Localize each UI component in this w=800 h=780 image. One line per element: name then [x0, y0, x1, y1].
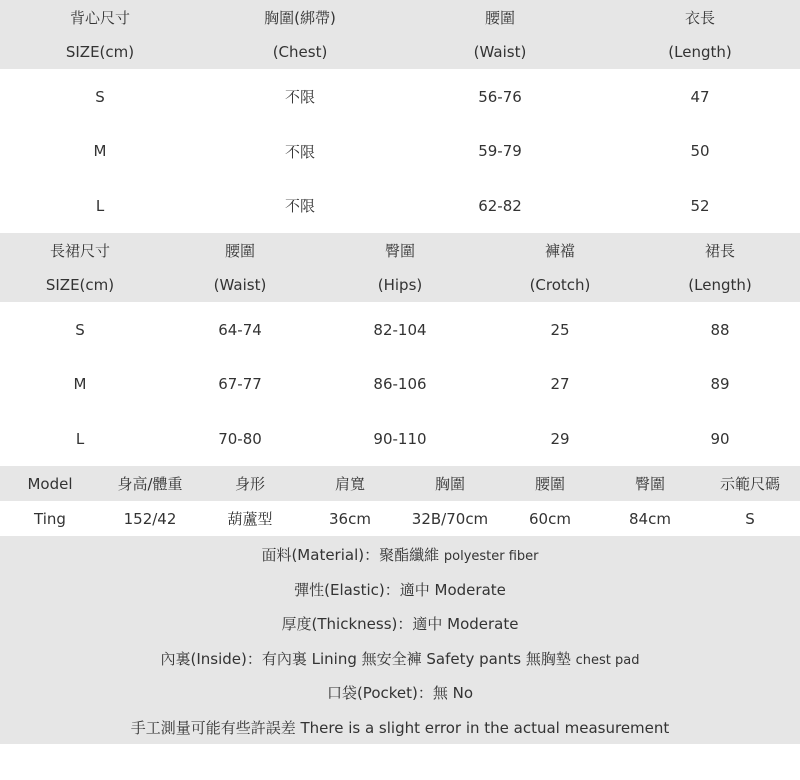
header-cell: Model [0, 466, 100, 501]
vest-header-row-zh [0, 0, 800, 35]
value-cell: 89 [710, 375, 730, 393]
size-cell: M [93, 142, 107, 160]
value-cell: S [745, 509, 755, 528]
value-cell: 25 [550, 320, 570, 339]
value-cell: 62-82 [478, 196, 522, 215]
vest-size-table [0, 0, 800, 233]
header-cell: SIZE(cm) [0, 35, 200, 69]
header-cell: SIZE(cm) [0, 268, 160, 302]
header-cell: (Chest) [200, 35, 400, 69]
value-cell: 84cm [629, 509, 671, 528]
elastic-note: 彈性(Elastic)：適中 Moderate [294, 580, 506, 599]
thickness-note: 厚度(Thickness)：適中 Moderate [281, 615, 519, 634]
header-cell: 長裙尺寸 [0, 233, 160, 268]
header-cell: (Hips) [320, 268, 480, 302]
value-cell: 86-106 [373, 375, 427, 393]
header-cell: 腰圍 [500, 466, 600, 501]
table-row [0, 302, 800, 357]
header-cell: 裙長 [640, 233, 800, 268]
header-cell: 身高/體重 [100, 466, 200, 501]
value-cell: 90 [710, 429, 730, 448]
vest-header-row-en [0, 35, 800, 69]
header-cell: (Waist) [160, 268, 320, 302]
header-cell: 胸圍 [400, 466, 500, 501]
material-note [0, 538, 800, 573]
value-cell: 29 [550, 429, 570, 448]
size-cell: L [95, 196, 105, 215]
inside-text-en: chest pad [575, 652, 640, 668]
value-cell: 90-110 [373, 429, 427, 448]
value-cell: 葫蘆型 [227, 510, 273, 528]
value-cell: 59-79 [478, 142, 522, 160]
size-cell: S [75, 320, 85, 339]
header-cell: 臀圍 [320, 233, 480, 268]
value-cell: 36cm [329, 509, 371, 528]
table-row [0, 411, 800, 466]
header-cell: 示範尺碼 [700, 466, 800, 501]
value-cell: 70-80 [218, 429, 262, 448]
value-cell: 47 [690, 87, 710, 106]
header-cell: (Length) [600, 35, 800, 69]
inside-text: 內裏(Inside)：有內裏 Lining 無安全褲 Safety pants 無胸墊 [160, 649, 571, 668]
material-text-en: polyester fiber [443, 549, 539, 564]
table-row [0, 178, 800, 233]
size-cell: M [73, 375, 87, 393]
value-cell: 50 [690, 142, 710, 160]
value-cell: 27 [550, 375, 570, 393]
pocket-note: 口袋(Pocket)：無 No [326, 684, 474, 703]
table-row [0, 69, 800, 124]
skirt-header-row-en [0, 268, 800, 302]
model-header-row [0, 466, 800, 501]
size-cell: L [75, 429, 85, 448]
value-cell: 52 [690, 196, 710, 215]
header-cell: 身形 [200, 466, 300, 501]
value-cell: 不限 [284, 142, 315, 161]
table-row [0, 124, 800, 178]
header-cell: 臀圍 [600, 466, 700, 501]
value-cell: 88 [710, 320, 730, 339]
value-cell: 152/42 [123, 509, 177, 528]
header-cell: 衣長 [600, 0, 800, 35]
value-cell: Ting [34, 509, 66, 528]
header-cell: (Length) [640, 268, 800, 302]
value-cell: 67-77 [218, 375, 262, 393]
skirt-size-table [0, 233, 800, 466]
header-cell: 背心尺寸 [0, 0, 200, 35]
header-cell: (Waist) [400, 35, 600, 69]
header-cell: 腰圍 [160, 233, 320, 268]
material-text: 面料(Material)：聚酯纖維 [261, 546, 440, 564]
value-cell: 64-74 [218, 320, 262, 339]
header-cell: 胸圍(綁帶) [200, 0, 400, 35]
product-notes [0, 536, 800, 744]
header-cell: (Crotch) [480, 268, 640, 302]
value-cell: 不限 [284, 88, 315, 106]
model-table [0, 466, 800, 536]
error-note: 手工測量可能有些許誤差 There is a slight error in the actual measurement [130, 718, 670, 737]
table-row [0, 501, 800, 536]
size-cell: S [95, 87, 105, 106]
header-cell: 肩寬 [300, 466, 400, 501]
value-cell: 不限 [284, 197, 315, 215]
value-cell: 82-104 [373, 320, 427, 339]
header-cell: 腰圍 [400, 0, 600, 35]
header-cell: 褲襠 [480, 233, 640, 268]
value-cell: 60cm [529, 509, 571, 528]
table-row [0, 357, 800, 411]
value-cell: 56-76 [478, 87, 522, 106]
value-cell: 32B/70cm [411, 509, 489, 528]
inside-note [0, 642, 800, 677]
skirt-header-row-zh [0, 233, 800, 268]
